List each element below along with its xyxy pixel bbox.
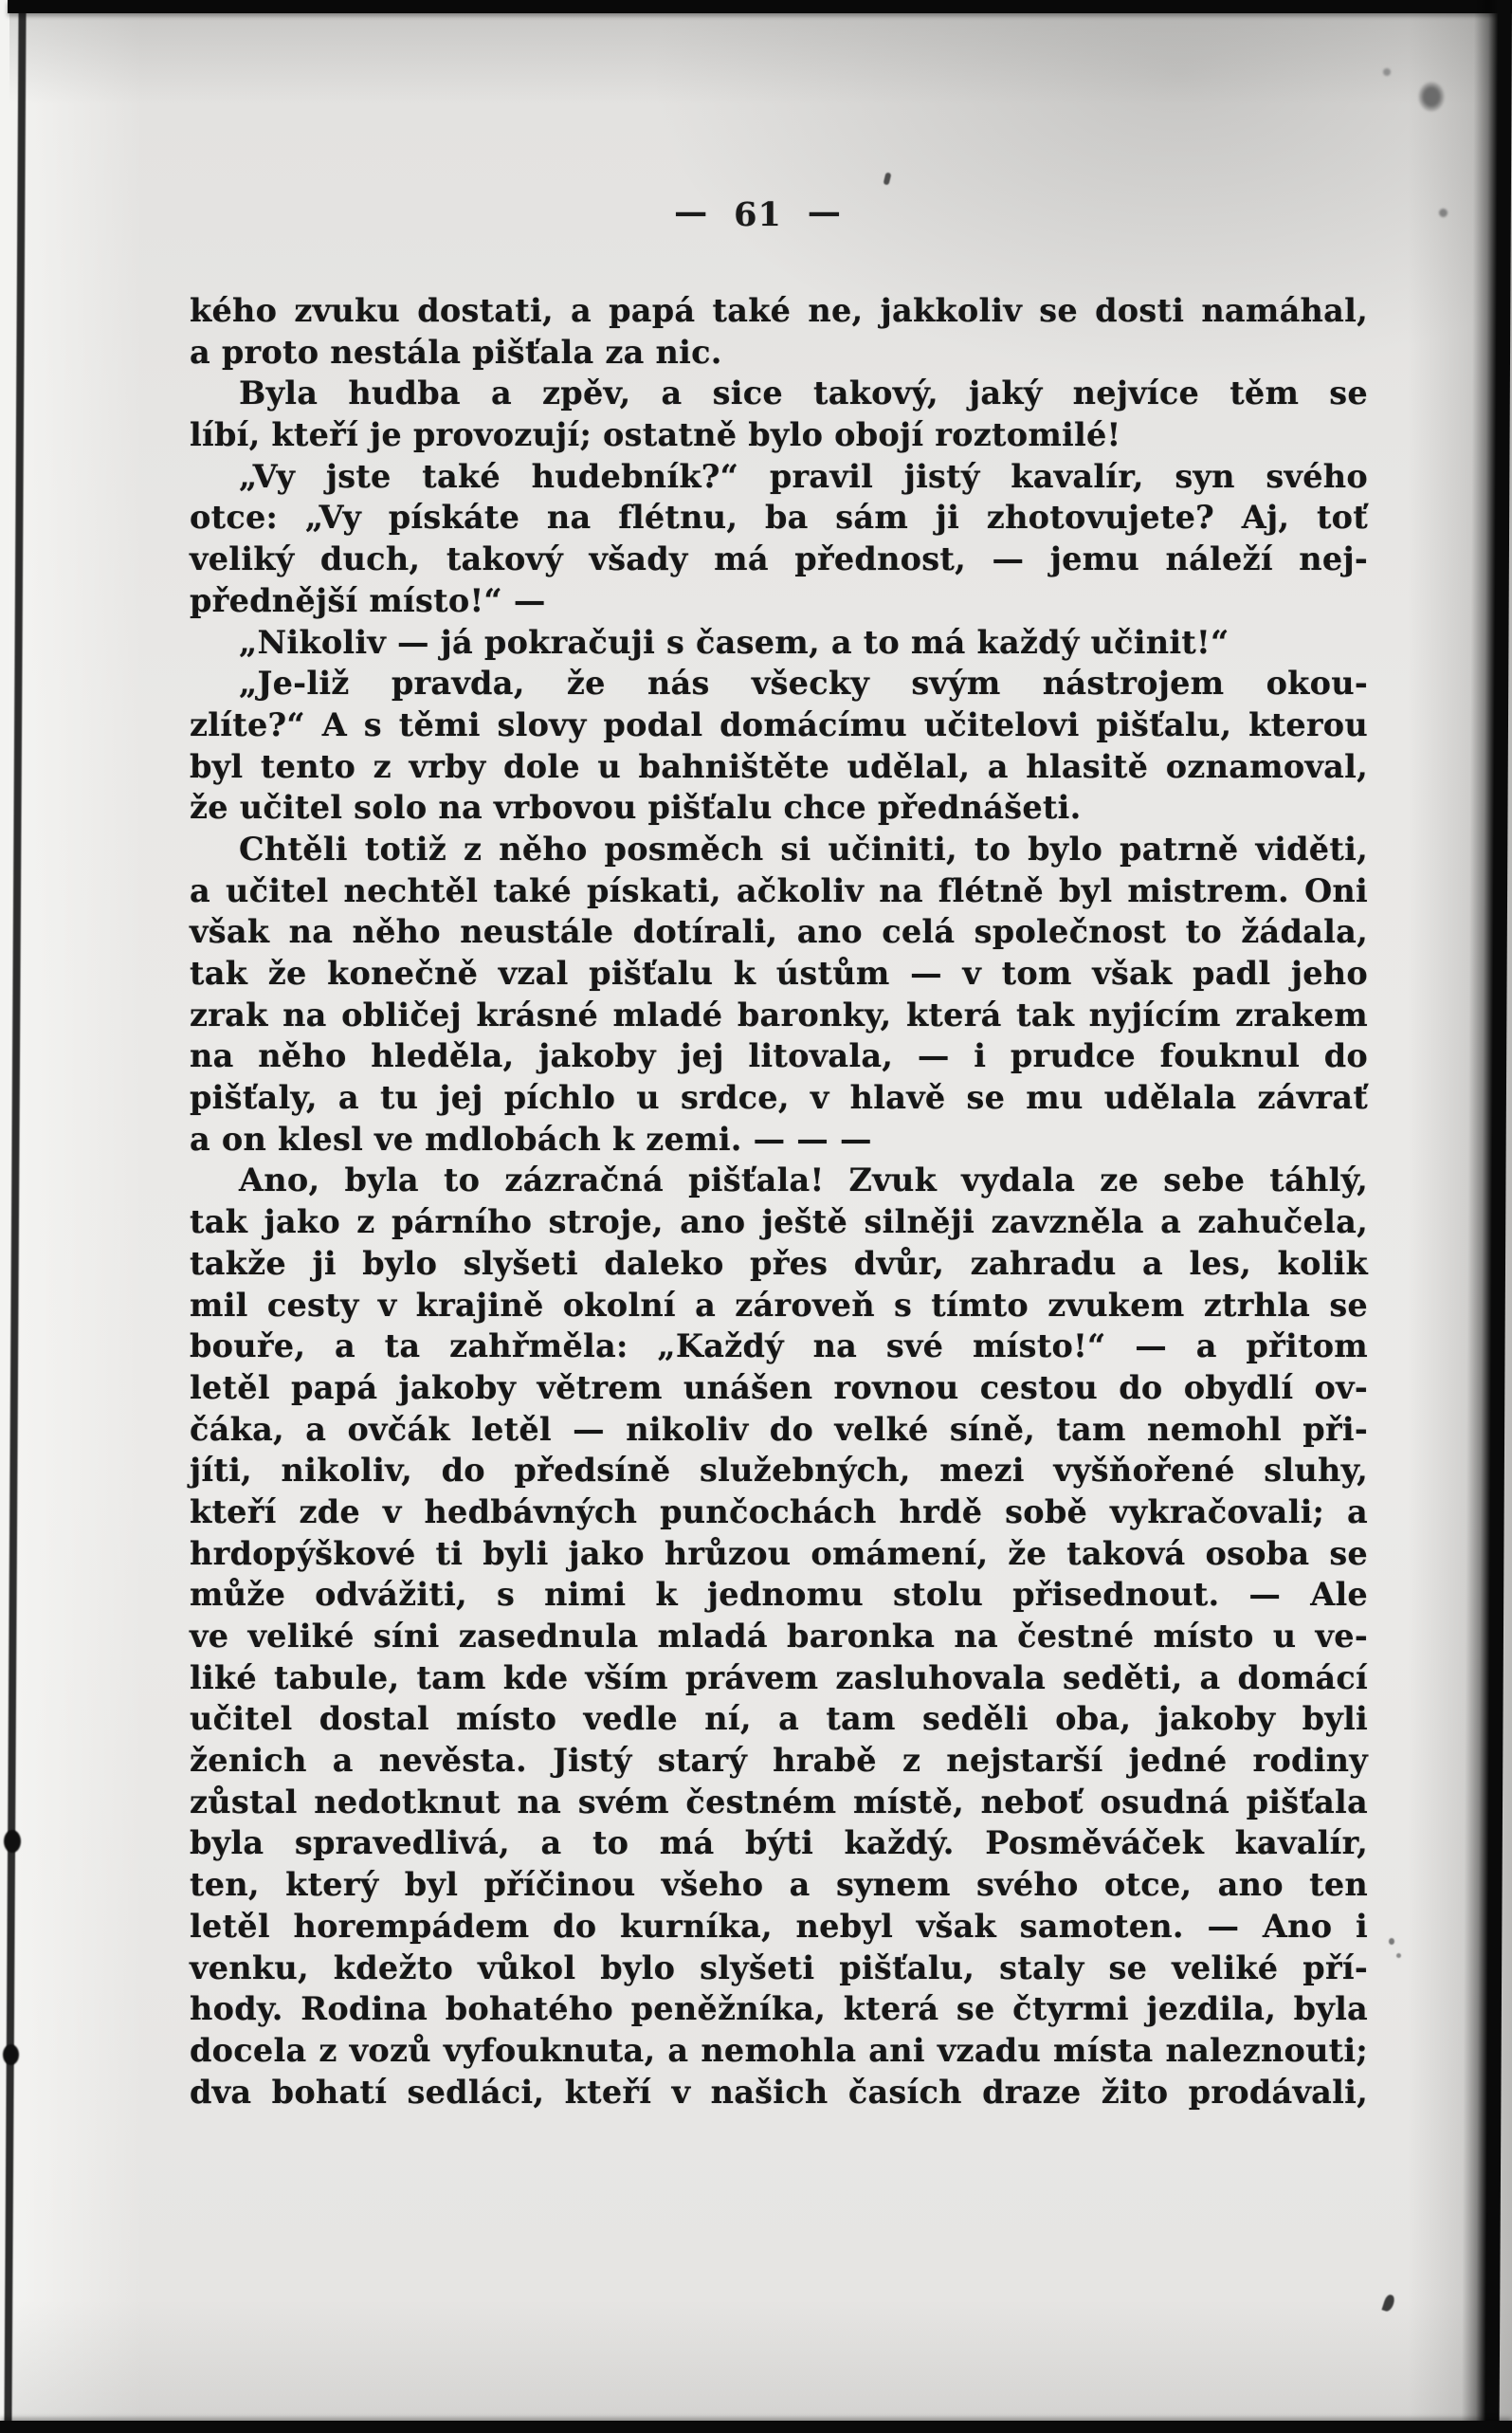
text-line: ženich a nevěsta. Jistý starý hrabě z nejstarší jedné rodiny <box>190 1742 1368 1780</box>
text-line: ve veliké síni zasednula mladá baronka na čestné místo u ve- <box>190 1618 1368 1655</box>
text-line: „Vy jste také hudebník?“ pravil jistý kavalír, syn svého <box>239 457 1368 495</box>
text-line: ten, který byl příčinou všeho a synem svého otce, ano ten <box>190 1866 1368 1904</box>
text-line: letěl papá jakoby větrem unášen rovnou cestou do obydlí ov- <box>190 1368 1368 1406</box>
text-line: bouře, a ta zahřměla: „Každý na své místo!“ — a přitom <box>190 1327 1368 1365</box>
text-line: veliký duch, takový všady má přednost, — jemu náleží nej- <box>190 540 1368 578</box>
text-line: hody. Rodina bohatého peněžníka, která se čtyrmi jezdila, byla <box>190 1990 1368 2028</box>
text-line: zůstal nedotknut na svém čestném místě, neboť osudná pišťala <box>190 1783 1368 1820</box>
text-line: takže ji bylo slyšeti daleko přes dvůr, zahradu a les, kolik <box>190 1244 1368 1282</box>
text-line: přednější místo!“ — <box>190 581 546 619</box>
text-line: mil cesty v krajině okolní a zároveň s tímto zvukem ztrhla se <box>190 1286 1368 1324</box>
text-line: líbí, kteří je provozují; ostatně bylo obojí roztomilé! <box>190 416 1121 454</box>
spine-line-knot <box>4 1830 21 1853</box>
text-line: kého zvuku dostati, a papá také ne, jakkoliv se dosti namáhal, <box>190 292 1368 329</box>
text-line: „Je-liž pravda, že nás všecky svým nástrojem okou- <box>239 665 1368 703</box>
text-line: liké tabule, tam kde vším právem zasluhovala seděti, a domácí <box>190 1658 1368 1696</box>
ink-smudge <box>1418 82 1445 112</box>
scan-top-edge <box>8 0 1512 13</box>
ink-speck <box>1439 209 1448 217</box>
ink-speck <box>1396 1953 1401 1958</box>
ink-speck <box>1381 2294 1395 2313</box>
text-line: na něho hleděla, jakoby jej litovala, — i prudce fouknul do <box>190 1037 1368 1075</box>
text-line: že učitel solo na vrbovou pišťalu chce přednášeti. <box>190 789 1082 827</box>
text-line: venku, kdežto vůkol bylo slyšeti pišťalu, staly se veliké pří- <box>190 1948 1368 1986</box>
text-line: a on klesl ve mdlobách k zemi. — — — <box>190 1120 872 1158</box>
text-line: zrak na obličej krásné mladé baronky, která tak nyjícím zrakem <box>190 996 1368 1034</box>
scan-bottom-edge <box>0 2421 1512 2433</box>
text-line: docela z vozů vyfouknuta, a nemohla ani vzadu místa naleznouti; <box>190 2031 1368 2069</box>
text-line: zlíte?“ A s těmi slovy podal domácímu učitelovi pišťalu, kterou <box>190 705 1368 743</box>
text-line: a proto nestála pišťala za nic. <box>190 333 722 371</box>
text-line: Byla hudba a zpěv, a sice takový, jaký nejvíce těm se <box>239 375 1368 412</box>
text-line: pišťaly, a tu jej píchlo u srdce, v hlavě se mu udělala závrať <box>190 1079 1368 1117</box>
text-line: tak že konečně vzal pišťalu k ústům — v tom však padl jeho <box>190 955 1368 992</box>
text-line: byla spravedlivá, a to má býti každý. Posměváček kavalír, <box>190 1824 1368 1862</box>
text-line: čáka, a ovčák letěl — nikoliv do velké síně, tam nemohl při- <box>190 1410 1368 1448</box>
text-line: otce: „Vy pískáte na flétnu, ba sám ji zhotovujete? Aj, toť <box>190 499 1368 537</box>
text-line: Ano, byla to zázračná pišťala! Zvuk vydala ze sebe táhlý, <box>239 1162 1368 1199</box>
ink-speck <box>1389 1938 1394 1945</box>
text-line: hrdopýškové ti byli jako hrůzou omámení, že taková osoba se <box>190 1534 1368 1572</box>
header-left-dash: — <box>674 192 709 231</box>
page-number: 61 <box>734 195 782 234</box>
text-line: a učitel nechtěl také pískati, ačkoliv na flétně byl mistrem. Oni <box>190 871 1368 909</box>
page-number-header <box>169 192 1347 234</box>
text-line: byl tento z vrby dole u bahništěte udělal, a hlasitě oznamoval, <box>190 747 1368 785</box>
text-line: letěl horempádem do kurníka, nebyl však samoten. — Ano i <box>190 1907 1368 1945</box>
text-line: Chtěli totiž z něho posměch si učiniti, to bylo patrně viděti, <box>239 830 1368 868</box>
spine-line-knot <box>3 2044 19 2065</box>
scan-right-edge <box>1462 0 1512 2433</box>
text-line: může odvážiti, s nimi k jednomu stolu přisednout. — Ale <box>190 1576 1368 1614</box>
text-line: dva bohatí sedláci, kteří v našich časích draze žito prodávali, <box>190 2073 1368 2111</box>
ink-speck <box>1383 68 1391 76</box>
text-line: tak jako z párního stroje, ano ještě silněji zavzněla a zahučela, <box>190 1203 1368 1241</box>
text-column <box>190 290 1368 2113</box>
text-line: jíti, nikoliv, do předsíně služebných, mezi vyšňořené sluhy, <box>190 1452 1368 1490</box>
header-right-dash: — <box>807 192 842 231</box>
ink-speck <box>884 172 892 185</box>
text-line: „Nikoliv — já pokračuji s časem, a to má každý učinit!“ <box>239 623 1230 661</box>
text-line: však na něho neustále dotírali, ano celá společnost to žádala, <box>190 913 1368 951</box>
text-line: učitel dostal místo vedle ní, a tam seděli oba, jakoby byli <box>190 1700 1368 1738</box>
text-line: kteří zde v hedbávných punčochách hrdě sobě vykračovali; a <box>190 1492 1368 1530</box>
